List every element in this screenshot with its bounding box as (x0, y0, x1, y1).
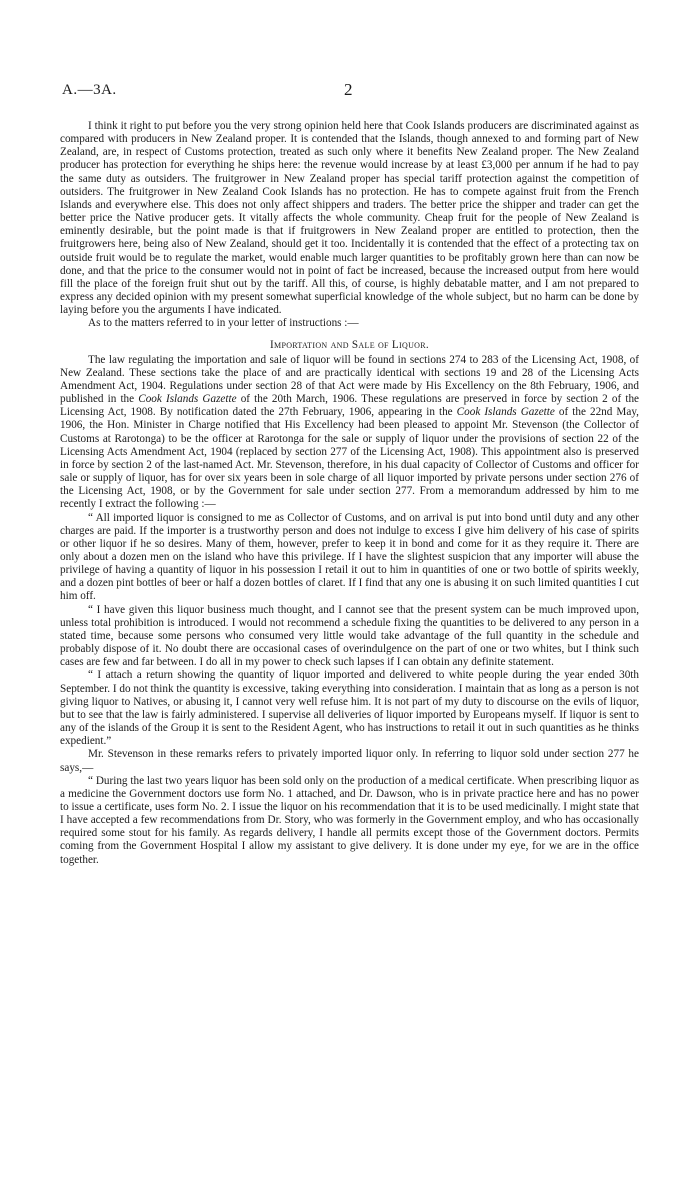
quote-imported-liquor: “ All imported liquor is consigned to me as Collector of Customs, and on arrival is put into bond until duty and any other charges are paid. If the importer is a trustworthy person and does not indulge to excess I give him delivery of his case of spirits or other liquor if he so desires. Many of them, however, prefer to keep it in bond and come for it as they require it. There are only about a dozen men on the island who have this privilege. If I have the slightest suspicion that any importer will abuse the privilege of having a quantity of liquor in his possession I retail it out to him in quantities of one or two bottle of spirits weekly, and a dozen pint bottles of beer or half a dozen bottles of claret. If I find that any one is abusing it on such limited quantities I cut him off. (60, 511, 639, 603)
section-heading: Importation and Sale of Liquor. (270, 338, 429, 351)
paragraph-cook-islands-producers: I think it right to put before you the very strong opinion held here that Cook Islands producers are discriminated against as compared with producers in New Zealand proper. It is contended that the Islands, though annexed to and forming part of New Zealand, are, in respect of Customs protection, treated as such only where it benefits New Zealand proper. The New Zealand producer has protection for everything he ships here: the revenue would increase by at least £3,000 per annum if he had to pay the same duty as outsiders. The fruitgrower in New Zealand proper has special tariff protection against the competition of outsiders. The fruitgrower in New Zealand Cook Islands has no protection. He has to compete against fruit from the French Islands and everywhere else. This does not only affect shippers and traders. The better price the shipper and trader can get the better price the Native producer gets. It vitally affects the whole community. Cheap fruit for the people of New Zealand is eminently desirable, but the point made is that if fruitgrowers in New Zealand proper are entitled to protection, then the fruitgrowers here, being also of New Zealand, should get it too. Incidentally it is contended that the effect of a protecting tax on outside fruit would be to regulate the market, would enable much larger quantities to be profitably grown here than can now be done, and that the price to the consumer would not in point of fact be increased, because the increased output from here would fill the place of the foreign fruit shut out by the tariff. All this, of course, is highly debatable matter, and I am not prepared to express any decided opinion with my present somewhat superficial knowledge of the whole subject, but no harm can be done by laying before you the arguments I have indicated. (60, 120, 639, 317)
text-run: of the 22nd May, 1906, the Hon. Minister in Charge notified that His Excellency had been pleased to appoint Mr. Stevenson (the Collector of Customs at Rarotonga) to be the officer at Rarotonga for the sale or supply of liquor under the provisions of section 22 of the Licensing Acts Amendment Act, 1904 (replaced by section 277 of the Licensing Act, 1908). This appointment also is preserved in force by section 2 of the last-named Act. Mr. Stevenson, therefore, in his dual capacity of Collector of Customs and officer for sale or supply of liquor, has for over six years been in sole charge of all liquor imported by private persons under section 276 of the Licensing Act, 1908, or by the Government for sale under section 277. From a memorandum addressed by him to me recently I extract the following :— (60, 406, 639, 511)
gazette-title: Cook Islands Gazette (456, 406, 555, 419)
text-run: of the 20th March, 1906. These regulations are preserved in force by section 2 of the Licensing Act, 1908. By notification dated the 27th February, 1906, appearing in the (60, 393, 639, 419)
document-reference: A.—3A. (62, 82, 117, 98)
gazette-title: Cook Islands Gazette (138, 393, 237, 406)
quote-return-attached: “ I attach a return showing the quantity of liquor imported and delivered to white people during the year ended 30th September. I do not think the quantity is excessive, taking everything into consideration. I maintain that as long as a person is not giving liquor to Natives, or abusing it, I cannot very well refuse him. It is not part of my duty to discourse on the evils of liquor, but to see that the law is fairly administered. I supervise all deliveries of liquor imported by Europeans myself. If liquor is sent to any of the islands of the Group it is sent to the Resident Agent, who has instructions to retail it out in such quantities as he thinks expedient.” (60, 669, 639, 748)
page-number: 2 (344, 80, 353, 99)
quote-medical-certificate: “ During the last two years liquor has been sold only on the production of a medical certificate. When prescribing liquor as a medicine the Government doctors use form No. 1 attached, and Dr. Dawson, who is in private practice here and has no power to issue a certificate, uses form No. 2. I issue the liquor on his recommendation that it is to be used medicinally. I might state that I have accepted a few recommendations from Dr. Story, who was formerly in the Government employ, and who has occasionally required some stout for his family. As regards delivery, I handle all permits except those of the Government doctors. Permits coming from the Government Hospital I allow my assistant to give delivery. It is done under my eye, for we are in the office together. (60, 774, 639, 866)
page-header (62, 82, 642, 102)
paragraph-liquor-law (60, 354, 639, 512)
document-body (60, 120, 639, 867)
paragraph-instructions-intro: As to the matters referred to in your letter of instructions :— (88, 317, 359, 330)
quote-liquor-business: “ I have given this liquor business much thought, and I cannot see that the present system can be much improved upon, unless total prohibition is introduced. I would not recommend a schedule fixing the quantities to be delivered to any person in a stated time, because some persons who consumed very little would take advantage of the full quantity in the schedule and probably dispose of it. No doubt there are occasional cases of overindulgence on the part of one or two whites, but I think such cases are few and far between. I do all in my power to check such lapses if I can obtain any definite statement. (60, 603, 639, 669)
paragraph-stevenson-remarks: Mr. Stevenson in these remarks refers to privately imported liquor only. In referring to liquor sold under section 277 he says,— (60, 748, 639, 774)
text-run: The law regulating the importation and sale of liquor will be found in sections 274 to 283 of the Licensing Act, 1908, of New Zealand. These sections take the place of and are practically identical with sections 19 and 28 of the Licensing Acts Amendment Act, 1904. Regulations under section 28 of that Act were made by His Excellency on the 8th February, 1906, and published in the (60, 353, 639, 406)
